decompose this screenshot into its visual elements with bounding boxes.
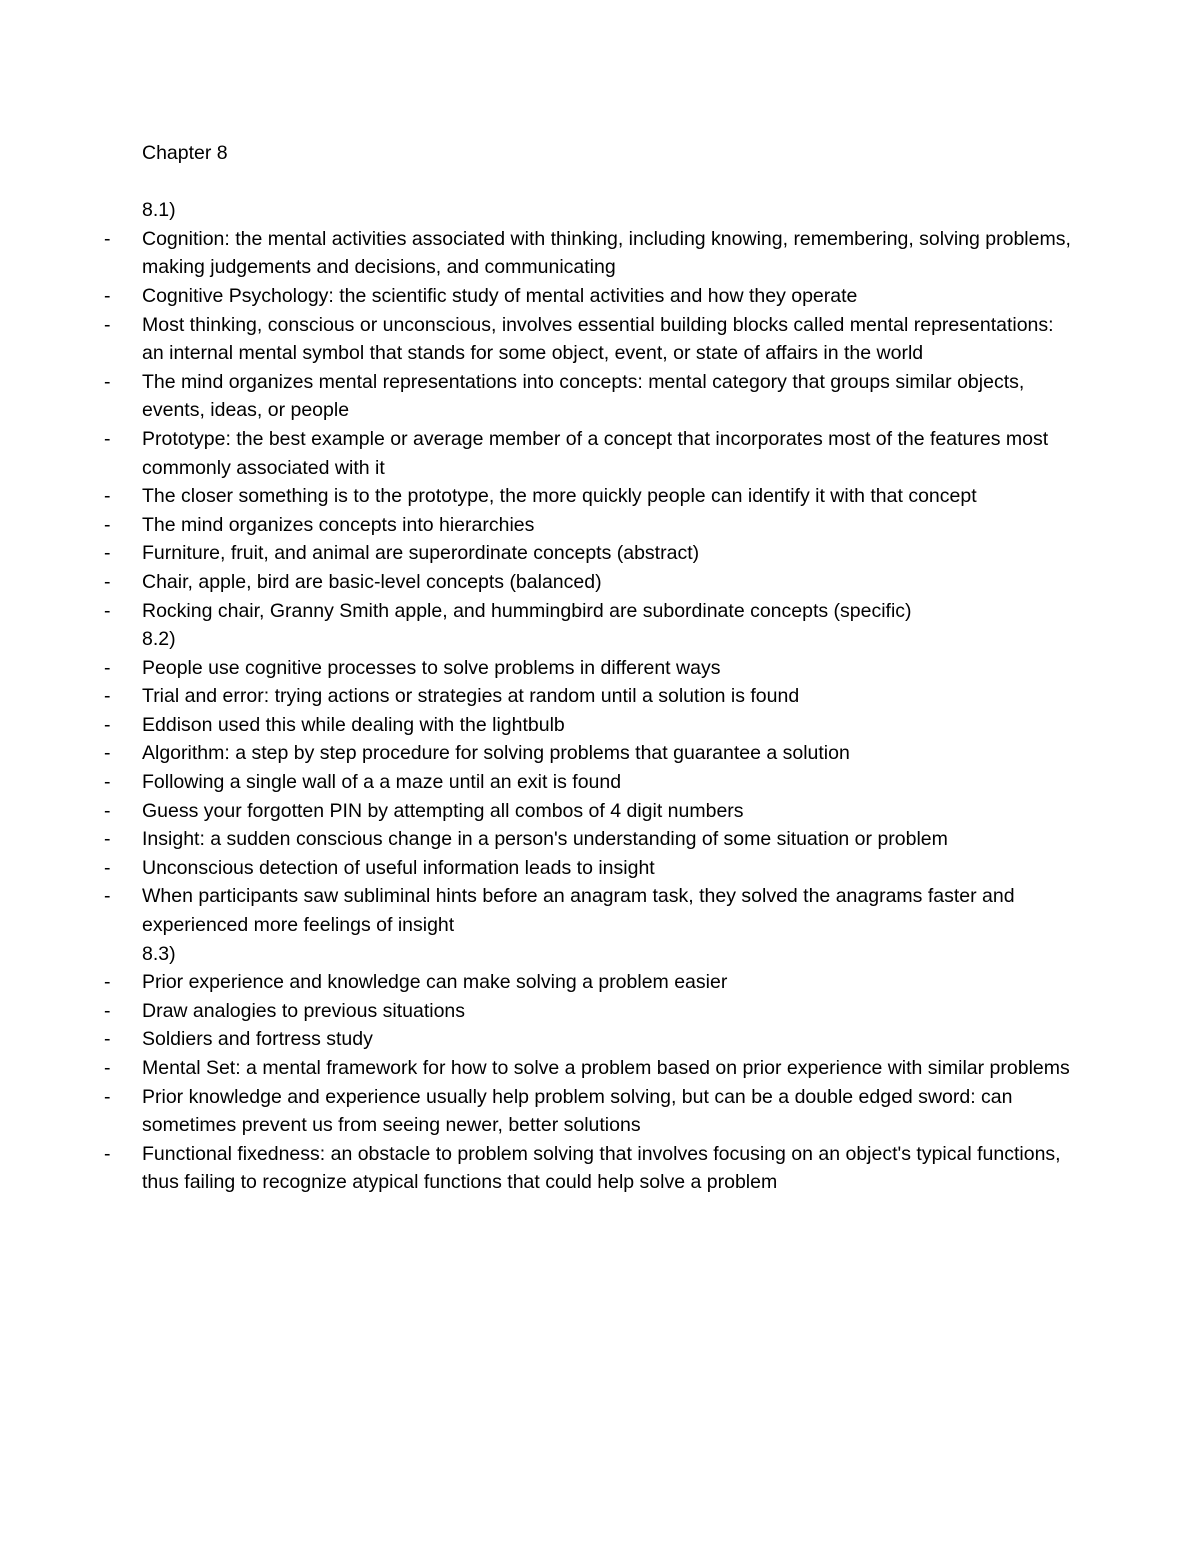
list-item-text: Rocking chair, Granny Smith apple, and hummingbird are subordinate concepts (specific) xyxy=(142,599,912,622)
list-item xyxy=(104,682,1072,739)
list-item-text: Cognition: the mental activities associated with thinking, including knowing, remembering, solving problems, making judgements and decisions, and communicating xyxy=(142,227,1071,279)
blank-line xyxy=(142,168,1072,197)
bullet-list xyxy=(104,225,1072,625)
list-item xyxy=(104,654,1072,940)
list-item xyxy=(104,225,1072,282)
section-heading: 8.2) xyxy=(142,628,176,651)
list-item-text: Functional fixedness: an obstacle to problem solving that involves focusing on an object's typical functions, thus failing to recognize atypical functions that could help solve a problem xyxy=(142,1142,1061,1194)
dash-bullet: - xyxy=(104,284,111,307)
list-item-text: The closer something is to the prototype, the more quickly people can identify it with that concept xyxy=(142,485,977,508)
list-item-text: Soldiers and fortress study xyxy=(142,1028,373,1051)
list-item xyxy=(104,1025,1072,1054)
sub-bullet-list xyxy=(104,997,1072,1054)
list-item xyxy=(104,511,1072,625)
list-item-text: Draw analogies to previous situations xyxy=(142,999,466,1022)
section-heading: 8.1) xyxy=(142,199,176,222)
page-title: Chapter 8 xyxy=(142,142,228,164)
dash-bullet: - xyxy=(104,513,111,536)
section-8-3 xyxy=(104,940,1072,1197)
dash-bullet: - xyxy=(104,685,111,708)
list-item-text: Prior knowledge and experience usually help problem solving, but can be a double edged sword: can sometimes prevent us from seeing newer, better solutions xyxy=(142,1085,1013,1137)
bullet-list xyxy=(104,654,1072,940)
dash-bullet: - xyxy=(104,485,111,508)
section-heading: 8.3) xyxy=(142,942,176,965)
dash-bullet: - xyxy=(104,971,111,994)
list-item-text: People use cognitive processes to solve problems in different ways xyxy=(142,656,721,679)
list-item xyxy=(104,425,1072,511)
dash-bullet: - xyxy=(104,856,111,879)
list-item-text: Furniture, fruit, and animal are superordinate concepts (abstract) xyxy=(142,542,700,565)
list-item xyxy=(104,711,1072,740)
list-item xyxy=(104,825,1072,854)
list-item xyxy=(104,968,1072,1054)
list-item xyxy=(104,368,1072,425)
list-item-text: Chair, apple, bird are basic-level concepts (balanced) xyxy=(142,570,602,593)
document-body xyxy=(104,139,1072,1197)
list-item xyxy=(104,597,1072,626)
dash-bullet: - xyxy=(104,1028,111,1051)
dash-bullet: - xyxy=(104,427,111,450)
sub-bullet-list xyxy=(104,482,1072,511)
section-8-2 xyxy=(104,625,1072,940)
list-item xyxy=(104,768,1072,797)
section-8-1 xyxy=(104,196,1072,625)
list-item-text: Insight: a sudden conscious change in a person's understanding of some situation or problem xyxy=(142,828,948,851)
list-item-text: When participants saw subliminal hints before an anagram task, they solved the anagrams faster and experienced more feelings of insight xyxy=(142,885,1015,937)
sub-sub-bullet-list xyxy=(104,882,1072,939)
dash-bullet: - xyxy=(104,570,111,593)
list-item-text: Following a single wall of a a maze until an exit is found xyxy=(142,771,622,794)
dash-bullet: - xyxy=(104,599,111,622)
dash-bullet: - xyxy=(104,771,111,794)
list-item xyxy=(104,1083,1072,1197)
list-item-text: Prototype: the best example or average member of a concept that incorporates most of the features most commonly associated with it xyxy=(142,427,1049,479)
dash-bullet: - xyxy=(104,656,111,679)
list-item-text: The mind organizes mental representations into concepts: mental category that groups similar objects, events, ideas, or people xyxy=(142,370,1025,422)
list-item xyxy=(104,882,1072,939)
list-item xyxy=(104,482,1072,511)
dash-bullet: - xyxy=(104,313,111,336)
sub-bullet-list xyxy=(104,539,1072,625)
list-item xyxy=(104,797,1072,826)
dash-bullet: - xyxy=(104,885,111,908)
dash-bullet: - xyxy=(104,542,111,565)
dash-bullet: - xyxy=(104,713,111,736)
dash-bullet: - xyxy=(104,1057,111,1079)
list-item xyxy=(104,282,1072,311)
list-item xyxy=(104,1140,1072,1197)
list-item-text: Unconscious detection of useful information leads to insight xyxy=(142,856,655,879)
list-item-text: Algorithm: a step by step procedure for solving problems that guarantee a solution xyxy=(142,742,850,765)
list-item-text: Prior experience and knowledge can make solving a problem easier xyxy=(142,971,728,994)
sub-sub-bullet-list xyxy=(104,768,1072,825)
list-item xyxy=(104,854,1072,940)
list-item xyxy=(104,568,1072,597)
list-item xyxy=(104,539,1072,568)
list-item xyxy=(104,997,1072,1026)
bullet-list xyxy=(104,968,1072,1197)
sub-bullet-list xyxy=(104,1140,1072,1197)
dash-bullet: - xyxy=(104,999,111,1022)
dash-bullet: - xyxy=(104,227,111,250)
sub-sub-bullet-list xyxy=(104,711,1072,740)
dash-bullet: - xyxy=(104,370,111,393)
list-item-text: Guess your forgotten PIN by attempting all combos of 4 digit numbers xyxy=(142,799,744,822)
dash-bullet: - xyxy=(104,1142,111,1165)
dash-bullet: - xyxy=(104,742,111,765)
list-item xyxy=(104,311,1072,368)
list-item xyxy=(104,1054,1072,1083)
dash-bullet: - xyxy=(104,828,111,851)
list-item-text: Cognitive Psychology: the scientific study of mental activities and how they operate xyxy=(142,284,858,307)
dash-bullet: - xyxy=(104,799,111,822)
list-item xyxy=(104,739,1072,825)
list-item-text: Mental Set: a mental framework for how to solve a problem based on prior experience with similar problems xyxy=(142,1057,1070,1079)
list-item-text: Trial and error: trying actions or strategies at random until a solution is found xyxy=(142,685,800,708)
sub-bullet-list xyxy=(104,682,1072,939)
list-item-text: Eddison used this while dealing with the lightbulb xyxy=(142,713,565,736)
list-item-text: Most thinking, conscious or unconscious, involves essential building blocks called mental representations: an internal mental symbol that stands for some object, event, or state of affairs in the world xyxy=(142,313,1054,365)
dash-bullet: - xyxy=(104,1085,111,1108)
list-item-text: The mind organizes concepts into hierarchies xyxy=(142,513,535,536)
